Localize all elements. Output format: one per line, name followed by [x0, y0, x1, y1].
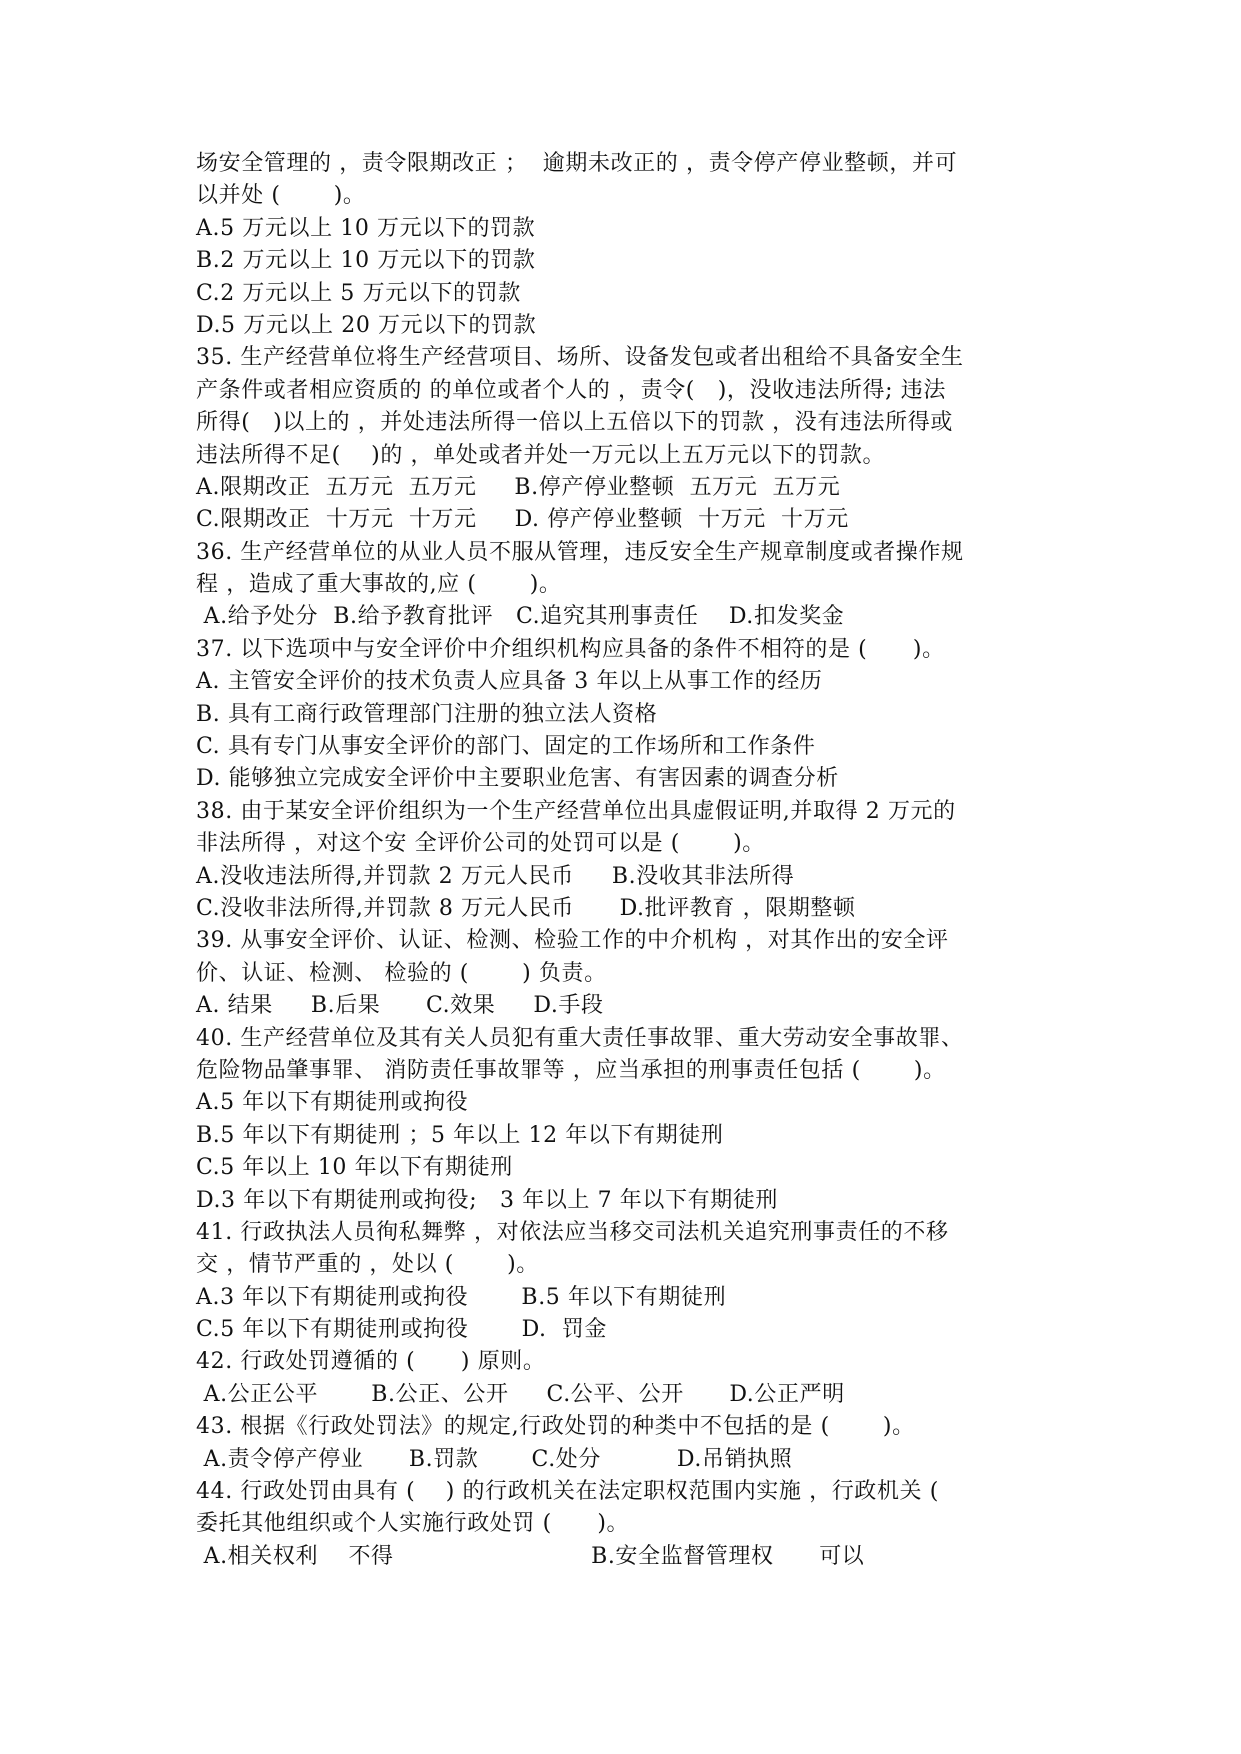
option-line: D.5 万元以上 20 万元以下的罚款	[196, 312, 537, 338]
option-line: C.限期改正 十万元 十万元 D. 停产停业整顿 十万元 十万元	[196, 507, 849, 533]
option-line: C.5 年以上 10 年以下有期徒刑	[196, 1155, 513, 1181]
option-line: A.责令停产停业 B.罚款 C.处分 D.吊销执照	[196, 1446, 793, 1472]
option-line: A. 结果 B.后果 C.效果 D.手段	[196, 993, 604, 1019]
option-line: A.5 年以下有期徒刑或拘役	[196, 1090, 469, 1116]
text-line: 程 ，造成了重大事故的,应 ( )。	[196, 572, 562, 598]
question-36: 36. 生产经营单位的从业人员不服从管理，违反安全生产规章制度或者操作规	[196, 539, 964, 565]
text-line: 非法所得 ，对这个安 全评价公司的处罚可以是 ( )。	[196, 831, 765, 857]
option-line: C.没收非法所得,并罚款 8 万元人民币 D.批评教育 ，限期整顿	[196, 895, 856, 921]
option-line: A.限期改正 五万元 五万元 B.停产停业整顿 五万元 五万元	[196, 474, 841, 500]
option-line: D.3 年以下有期徒刑或拘役; 3 年以上 7 年以下有期徒刑	[196, 1187, 779, 1213]
text-line: 场安全管理的 ，责令限期改正 ； 逾期未改正的 ，责令停产停业整顿，并可	[196, 151, 958, 176]
option-line: A.相关权利 不得 B.安全监督管理权 可以	[196, 1543, 865, 1569]
option-line: A.没收违法所得,并罚款 2 万元人民币 B.没收其非法所得	[196, 863, 795, 889]
text-line: 违法所得不足( )的 ，单处或者并处一万元以上五万元以下的罚款。	[196, 442, 886, 468]
text-line: 危险物品肇事罪、 消防责任事故罪等 ，应当承担的刑事责任包括 ( )。	[196, 1057, 946, 1083]
question-44: 44. 行政处罚由具有 ( ) 的行政机关在法定职权范围内实施 ，行政机关 (	[196, 1479, 939, 1505]
question-39: 39. 从事安全评价、认证、检测、检验工作的中介机构 ，对其作出的安全评	[196, 928, 949, 954]
text-line: 价、认证、检测、 检验的 ( ) 负责。	[196, 960, 607, 986]
option-line: B.5 年以下有期徒刑 ；5 年以上 12 年以下有期徒刑	[196, 1122, 724, 1148]
question-42: 42. 行政处罚遵循的 ( ) 原则。	[196, 1349, 546, 1375]
question-38: 38. 由于某安全评价组织为一个生产经营单位出具虚假证明,并取得 2 万元的	[196, 798, 956, 824]
exam-questions	[196, 148, 1052, 1573]
text-line: 所得( )以上的 ，并处违法所得一倍以上五倍以下的罚款 ，没有违法所得或	[196, 410, 953, 436]
option-line: A.给予处分 B.给予教育批评 C.追究其刑事责任 D.扣发奖金	[196, 604, 845, 630]
option-line: A.3 年以下有期徒刑或拘役 B.5 年以下有期徒刑	[196, 1284, 727, 1310]
option-line: A.5 万元以上 10 万元以下的罚款	[196, 215, 536, 241]
text-line: 以并处 ( )。	[196, 183, 366, 209]
option-line: A.公正公平 B.公正、公开 C.公平、公开 D.公正严明	[196, 1381, 845, 1407]
option-line: B.2 万元以上 10 万元以下的罚款	[196, 248, 536, 274]
text-line: 交 ，情节严重的 ，处以 ( )。	[196, 1252, 539, 1278]
option-line: C.5 年以下有期徒刑或拘役 D. 罚金	[196, 1317, 608, 1343]
option-line: C.2 万元以上 5 万元以下的罚款	[196, 280, 521, 306]
question-37: 37. 以下选项中与安全评价中介组织机构应具备的条件不相符的是 ( )。	[196, 636, 945, 662]
option-line: C. 具有专门从事安全评价的部门、固定的工作场所和工作条件	[196, 734, 816, 760]
option-line: B. 具有工商行政管理部门注册的独立法人资格	[196, 701, 658, 727]
question-41: 41. 行政执法人员徇私舞弊 ，对依法应当移交司法机关追究刑事责任的不移	[196, 1219, 949, 1245]
question-35: 35. 生产经营单位将生产经营项目、场所、设备发包或者出租给不具备安全生	[196, 345, 964, 371]
text-line: 产条件或者相应资质的 的单位或者个人的 ，责令( )，没收违法所得; 违法	[196, 377, 946, 403]
question-40: 40. 生产经营单位及其有关人员犯有重大责任事故罪、重大劳动安全事故罪、	[196, 1025, 964, 1051]
option-line: D. 能够独立完成安全评价中主要职业危害、有害因素的调查分析	[196, 766, 839, 792]
question-43: 43. 根据《行政处罚法》的规定,行政处罚的种类中不包括的是 ( )。	[196, 1414, 915, 1440]
text-line: 委托其他组织或个人实施行政处罚 ( )。	[196, 1511, 630, 1537]
option-line: A. 主管安全评价的技术负责人应具备 3 年以上从事工作的经历	[196, 669, 823, 695]
